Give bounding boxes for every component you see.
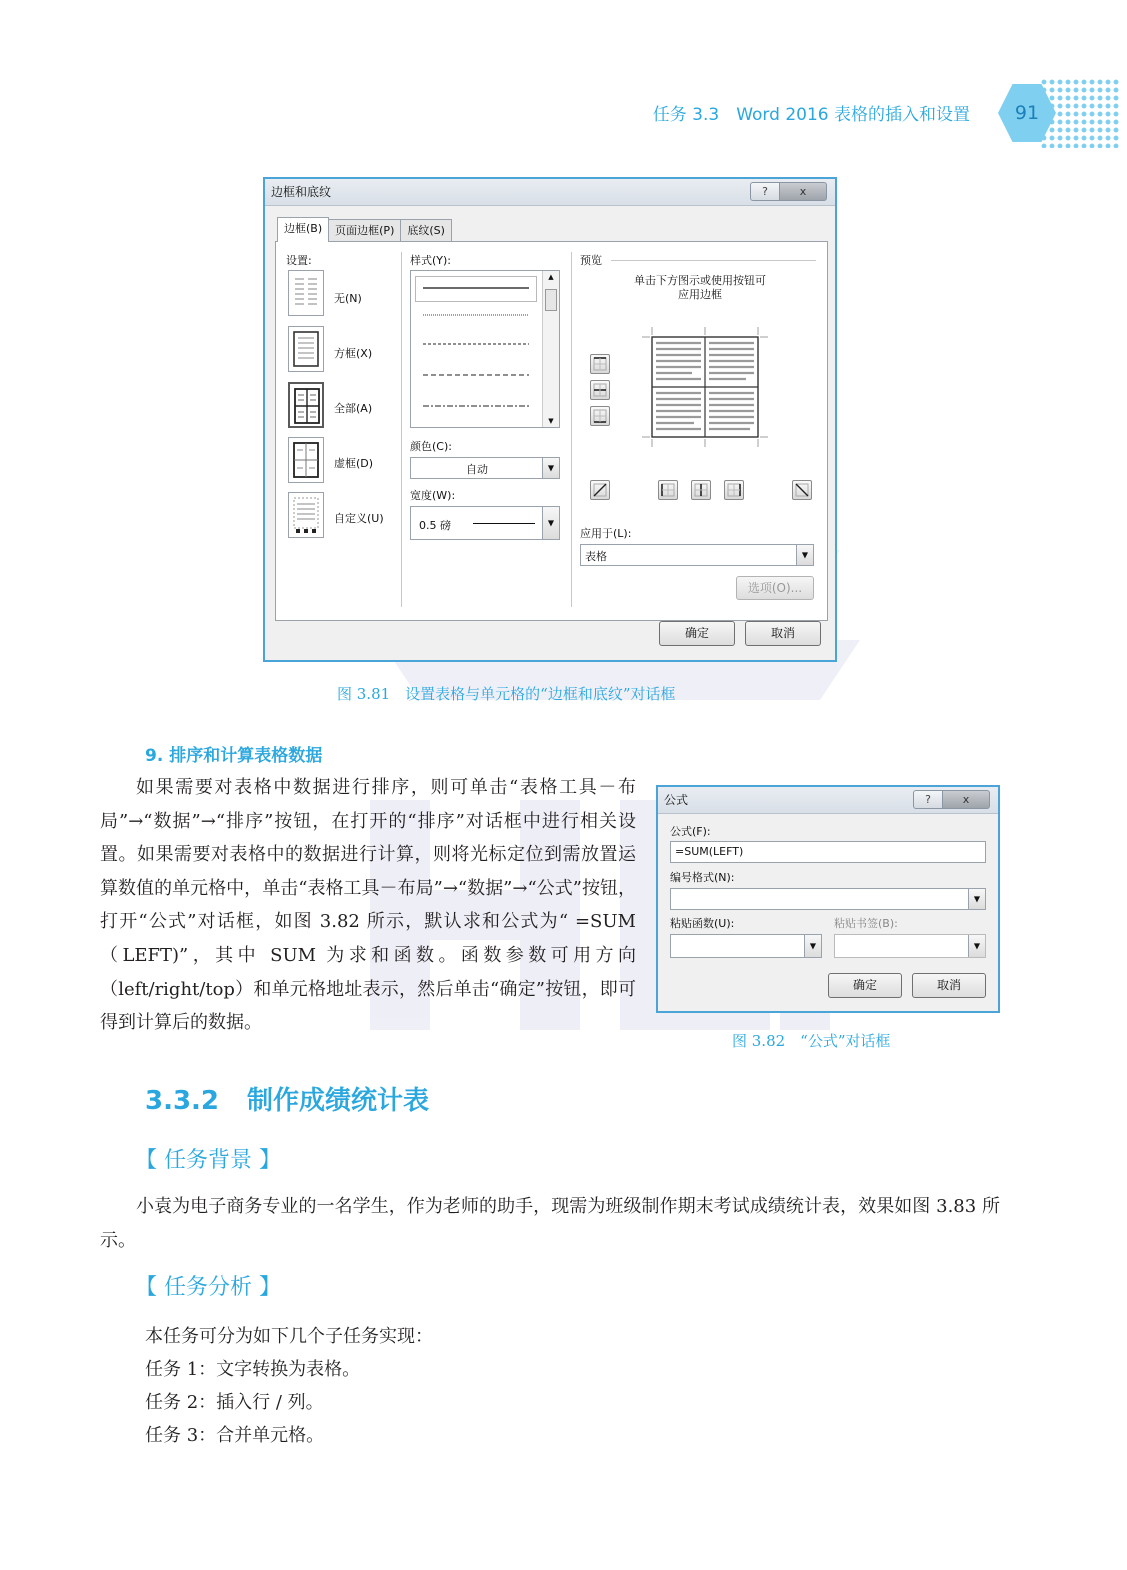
divider	[401, 252, 402, 607]
dialog-title: 公式	[664, 793, 689, 807]
paste-function-label: 粘贴函数(U):	[670, 917, 735, 930]
top-border-button[interactable]	[590, 354, 610, 374]
tab-borders[interactable]: 边框(B)	[277, 217, 329, 242]
task-analysis-line: 任务 1：文字转换为表格。	[145, 1359, 361, 1380]
close-button[interactable]: x	[943, 790, 990, 809]
section-heading-3-3-2	[145, 1080, 429, 1117]
preview-table[interactable]	[642, 327, 768, 447]
borders-panel	[275, 241, 828, 621]
preview-hint-line-2: 应用边框	[678, 288, 722, 301]
chevron-down-icon	[968, 889, 985, 909]
setting-grid-icon[interactable]	[288, 437, 324, 483]
formula-value: =SUM(LEFT)	[675, 845, 744, 858]
diagonal-down-border-button[interactable]	[792, 480, 812, 500]
width-value: 0.5 磅	[419, 519, 451, 532]
border-diagonal-down-icon	[793, 481, 811, 499]
section-9-paragraph: 如果需要对表格中数据进行排序，则可单击“表格工具－布局”→“数据”→“排序”按钮，在打开的“排序”对话框中进行相关设置。如果需要对表格中的数据进行计算，则将光标定位到需放置运算数值的单元格中，单击“表格工具－布局”→“数据”→“公式”按钮，打开“公式”对话框，如图 3.82 所示，默认求和公式为“ =SUM（LEFT)”，其中 SUM 为求和函数。函数参数可用方向（left/right/top）和单元格地址表示，然后单击“确定”按钮，即可得到计算后的数据。	[100, 777, 636, 1034]
line-style-list[interactable]	[410, 270, 560, 428]
close-button[interactable]: x	[780, 182, 827, 201]
number-format-label: 编号格式(N):	[670, 871, 735, 884]
apply-to-dropdown[interactable]	[580, 544, 814, 566]
section-heading-9: 9. 排序和计算表格数据	[145, 746, 323, 766]
preview-label: 预览	[580, 254, 602, 267]
page-number-badge	[998, 84, 1056, 142]
setting-none-icon[interactable]	[288, 270, 324, 316]
setting-none-label: 无(N)	[334, 292, 362, 305]
formula-label: 公式(F):	[670, 825, 711, 838]
setting-box-icon[interactable]	[288, 326, 324, 372]
task-analysis-line: 本任务可分为如下几个子任务实现：	[145, 1326, 433, 1347]
figure-caption-3-82: 图 3.82 “公式”对话框	[732, 1032, 891, 1050]
chevron-down-icon	[968, 935, 985, 957]
page-number: 91	[1014, 102, 1040, 124]
paste-function-dropdown[interactable]	[670, 934, 822, 958]
dialog-title: 边框和底纹	[271, 185, 332, 199]
bottom-border-button[interactable]	[590, 406, 610, 426]
color-dropdown[interactable]	[410, 457, 560, 479]
chevron-down-icon	[542, 507, 559, 539]
style-label: 样式(Y):	[410, 254, 452, 267]
tab-page-borders[interactable]: 页面边框(P)	[328, 219, 401, 242]
setting-custom-label: 自定义(U)	[334, 512, 384, 525]
width-label: 宽度(W):	[410, 489, 456, 502]
paste-bookmark-dropdown[interactable]	[834, 934, 986, 958]
number-format-dropdown[interactable]	[670, 888, 986, 910]
right-border-button[interactable]	[724, 480, 744, 500]
task-analysis-heading: 【 任务分析 】	[135, 1275, 281, 1300]
help-button[interactable]: ?	[913, 790, 943, 809]
chevron-down-icon	[804, 935, 821, 957]
task-analysis-line: 任务 2：插入行 / 列。	[145, 1392, 324, 1413]
inside-horizontal-border-button[interactable]	[590, 380, 610, 400]
border-left-icon	[659, 481, 677, 499]
ok-button[interactable]: 确定	[659, 621, 735, 646]
task-background-heading: 【 任务背景 】	[135, 1148, 281, 1173]
apply-to-value: 表格	[585, 550, 607, 563]
left-border-button[interactable]	[658, 480, 678, 500]
formula-input[interactable]	[670, 841, 986, 863]
cancel-button[interactable]: 取消	[912, 973, 986, 998]
setting-box-label: 方框(X)	[334, 347, 373, 360]
options-button[interactable]: 选项(O)...	[736, 576, 814, 600]
border-top-icon	[591, 355, 609, 373]
setting-grid-label: 虚框(D)	[334, 457, 374, 470]
border-right-icon	[725, 481, 743, 499]
width-dropdown[interactable]	[410, 506, 560, 540]
preview-hint-line-1: 单击下方图示或使用按钮可	[634, 274, 766, 287]
dialog-title-bar	[658, 787, 998, 814]
inside-vertical-border-button[interactable]	[691, 480, 711, 500]
setting-all-icon[interactable]	[288, 382, 324, 428]
cancel-button[interactable]: 取消	[745, 621, 821, 646]
setting-custom-icon[interactable]	[288, 492, 324, 538]
dialog-title-bar	[265, 179, 835, 206]
task-analysis-line: 任务 3：合并单元格。	[145, 1425, 325, 1446]
ok-button[interactable]: 确定	[828, 973, 902, 998]
border-inside-vertical-icon	[692, 481, 710, 499]
border-bottom-icon	[591, 407, 609, 425]
color-value: 自动	[466, 463, 488, 476]
borders-shading-dialog	[263, 177, 837, 662]
tab-bar	[277, 219, 451, 242]
chevron-down-icon	[796, 545, 813, 565]
divider	[571, 252, 572, 607]
border-inside-horizontal-icon	[591, 381, 609, 399]
formula-dialog	[656, 785, 1000, 1013]
section-number: 3.3.2	[145, 1086, 220, 1116]
help-button[interactable]: ?	[750, 182, 780, 201]
task-background-paragraph: 小袁为电子商务专业的一名学生，作为老师的助手，现需为班级制作期末考试成绩统计表，效果如图 3.83 所示。	[100, 1196, 1000, 1251]
settings-label: 设置:	[286, 254, 312, 267]
running-header: 任务 3.3 Word 2016 表格的插入和设置	[652, 105, 970, 125]
color-label: 颜色(C):	[410, 440, 452, 453]
section-title: 制作成绩统计表	[247, 1086, 430, 1116]
chevron-down-icon	[542, 458, 559, 478]
apply-to-label: 应用于(L):	[580, 527, 632, 540]
diagonal-up-border-button[interactable]	[590, 480, 610, 500]
paste-bookmark-label: 粘贴书签(B):	[834, 917, 898, 930]
style-scrollbar[interactable]: ▲ ▼	[542, 271, 559, 427]
figure-caption-3-81: 图 3.81 设置表格与单元格的“边框和底纹”对话框	[337, 685, 676, 703]
tab-shading[interactable]: 底纹(S)	[400, 219, 452, 242]
border-diagonal-up-icon	[591, 481, 609, 499]
setting-all-label: 全部(A)	[334, 402, 373, 415]
